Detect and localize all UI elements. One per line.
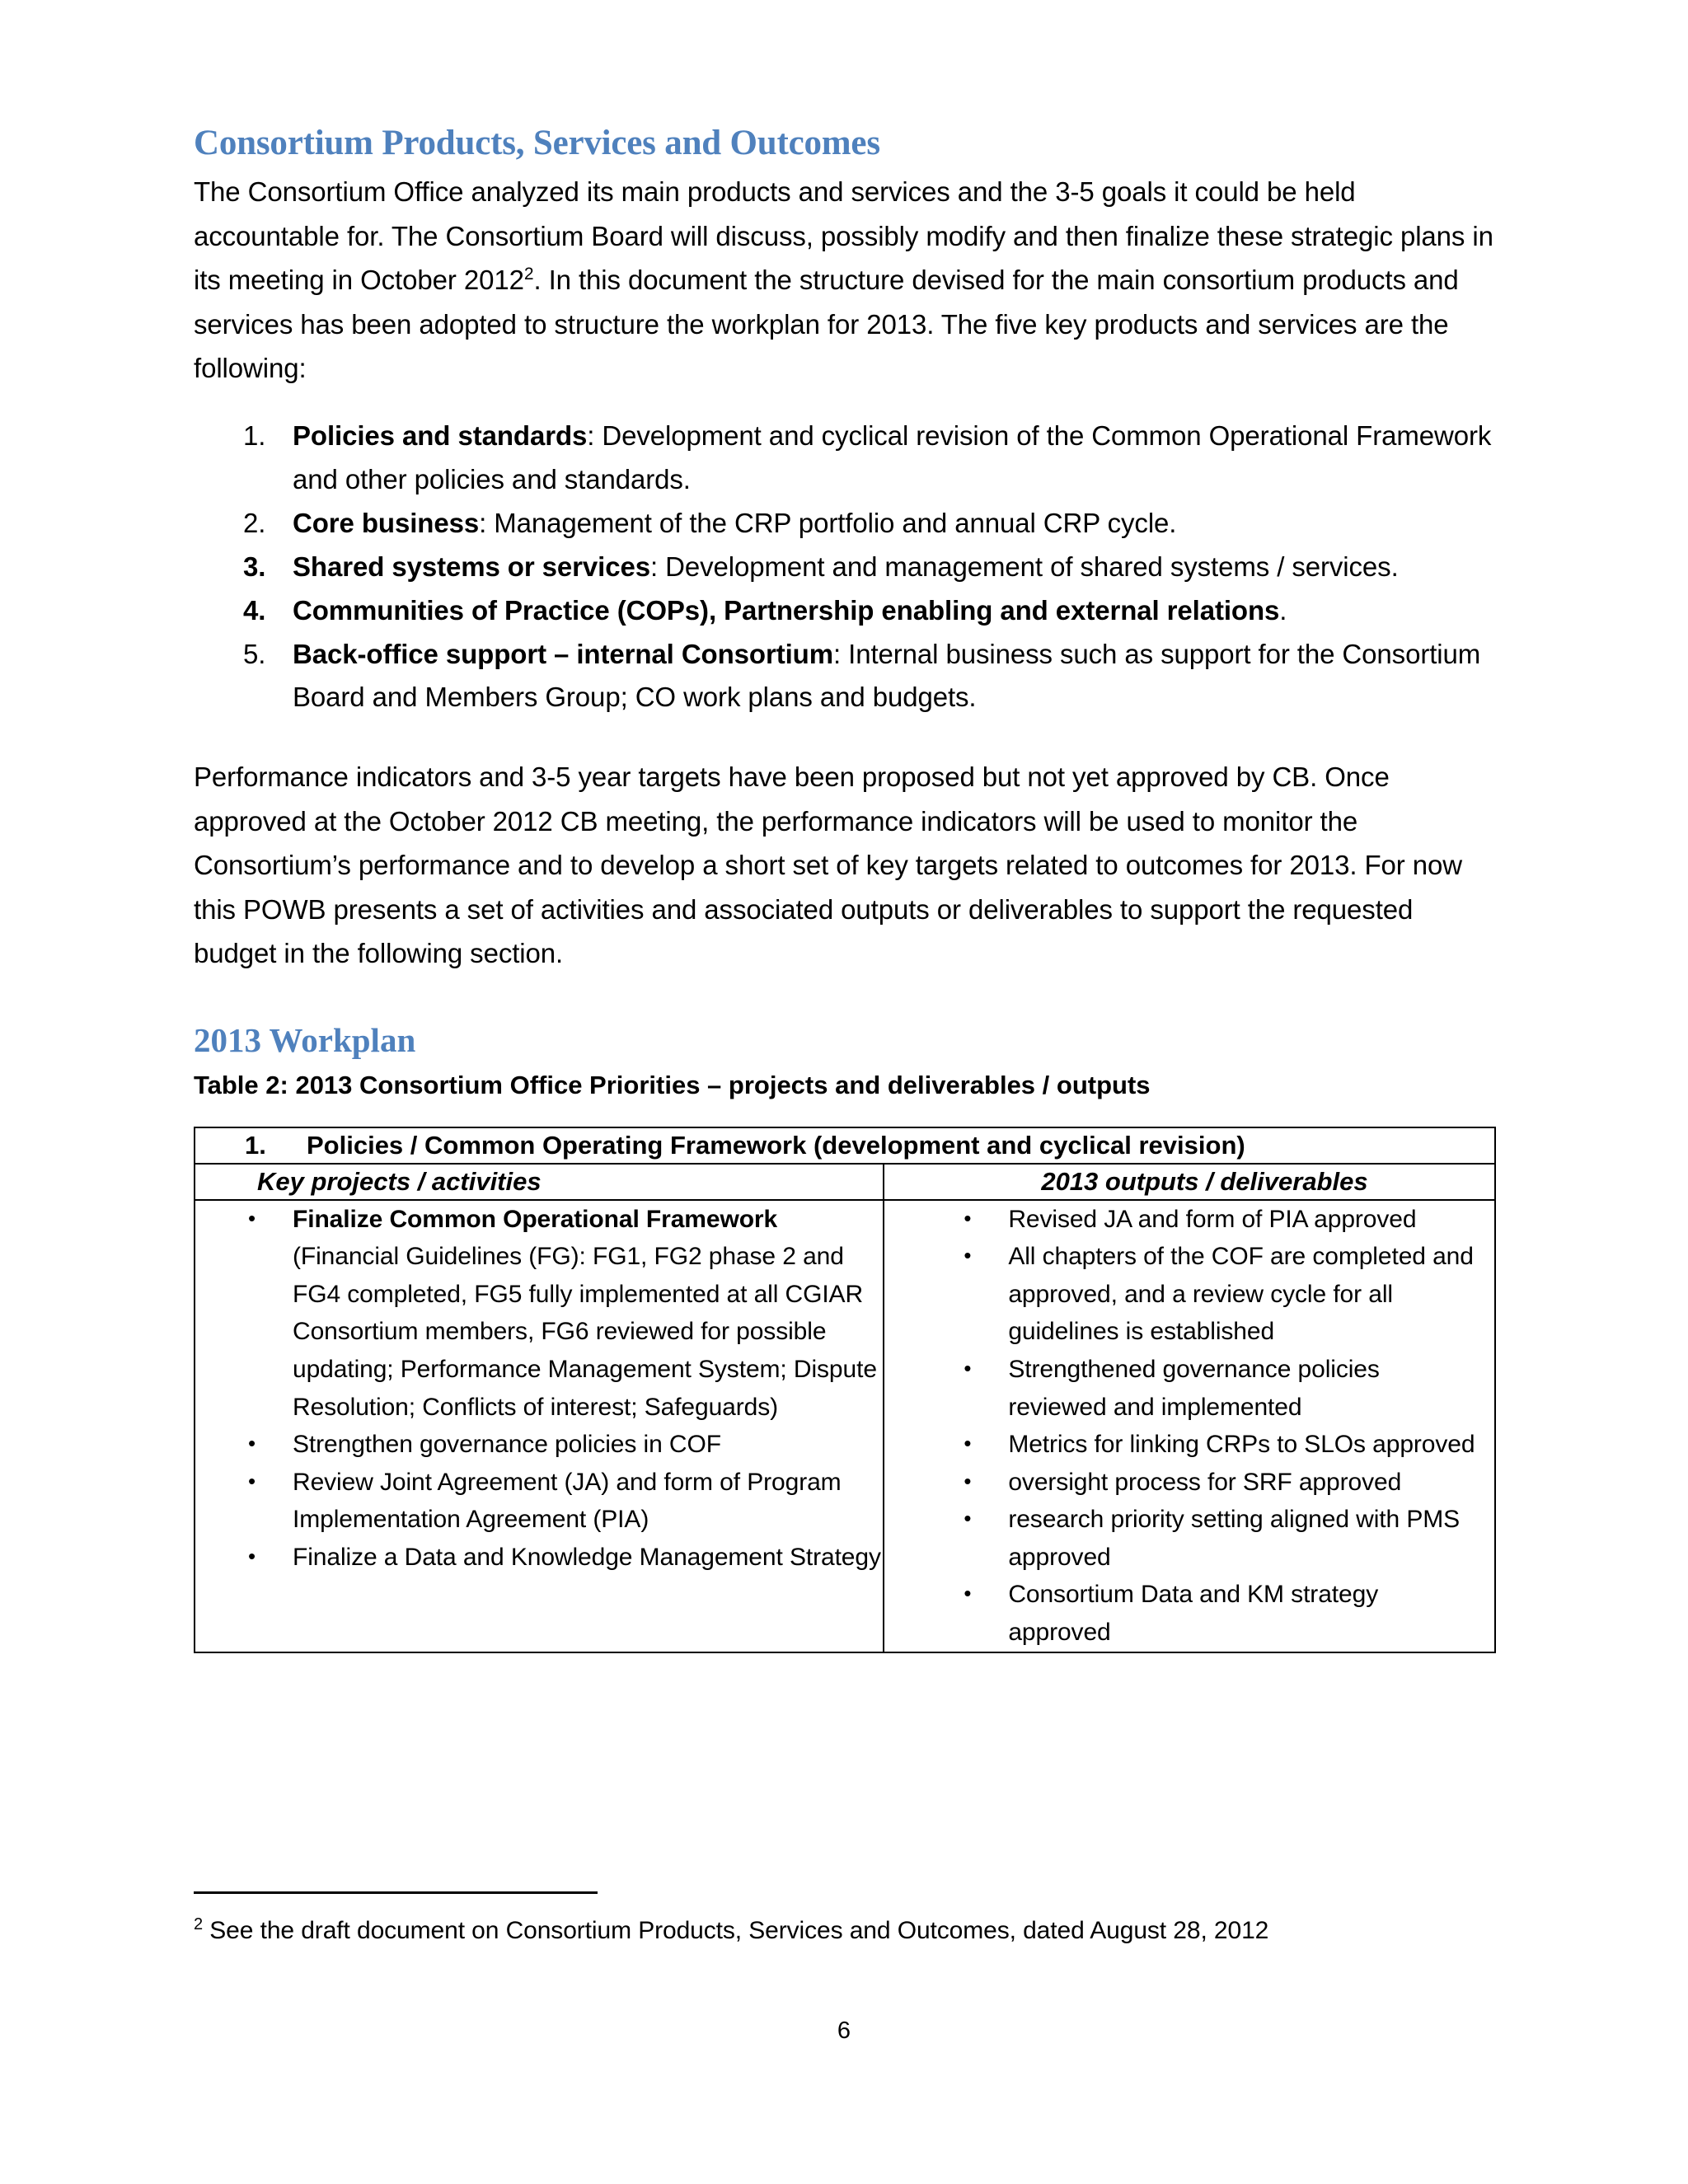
list-item-bold-lead: Communities of Practice (COPs), Partnership enabling and external relations xyxy=(293,594,1280,626)
bullet-icon: • xyxy=(248,1431,256,1456)
list-item xyxy=(884,1201,1479,1239)
outputs-deliverables-list xyxy=(884,1201,1479,1652)
list-item xyxy=(194,589,1496,632)
section-heading-consortium-products: Consortium Products, Services and Outcomes xyxy=(194,124,880,162)
table-row xyxy=(195,1200,1495,1652)
page-number: 6 xyxy=(837,2018,851,2044)
footnote-area xyxy=(194,1891,1496,1949)
list-item-number: 2. xyxy=(243,507,266,538)
list-item-text: : Internal business such as support for the Consortium Board and Members Group; CO work plans and budgets. xyxy=(293,639,1481,713)
list-item xyxy=(884,1351,1479,1426)
list-item-text: All chapters of the COF are completed and approved, and a review cycle for all guidelines is established xyxy=(1008,1243,1474,1346)
footnote-text xyxy=(194,1912,1496,1949)
list-item xyxy=(194,633,1496,719)
column-header-right xyxy=(884,1164,1495,1200)
table-title-cell xyxy=(195,1127,1495,1164)
bullet-icon: • xyxy=(248,1468,256,1493)
list-item-number: 1. xyxy=(243,420,266,452)
list-item xyxy=(195,1201,883,1427)
list-item xyxy=(194,415,1496,500)
list-item-text: Review Joint Agreement (JA) and form of Program Implementation Agreement (PIA) xyxy=(293,1468,842,1534)
bullet-icon: • xyxy=(964,1581,972,1606)
list-item-bold-lead: Policies and standards xyxy=(293,420,588,452)
section-heading-2013-workplan: 2013 Workplan xyxy=(194,1020,416,1059)
table-title-inner xyxy=(195,1128,1494,1163)
bullet-icon: • xyxy=(964,1506,972,1531)
list-item-bold-lead: Core business xyxy=(293,507,480,538)
list-item-text: : Development and cyclical revision of the Common Operational Framework and other policies and standards. xyxy=(293,420,1492,494)
table-title-number: 1. xyxy=(245,1130,266,1160)
list-item xyxy=(195,1539,883,1577)
list-item-text: . xyxy=(1279,594,1287,626)
bullet-icon: • xyxy=(964,1431,972,1456)
column-header-left-label: Key projects / activities xyxy=(257,1166,542,1196)
list-item-text: (Financial Guidelines (FG): FG1, FG2 phase 2 and FG4 completed, FG5 fully implemented at all CGIAR Consortium members, FG6 reviewed for possible updating; Performance Management System; Dispute Resolution; Conflicts of interest; Safeguards) xyxy=(293,1243,877,1421)
list-item-text: : Development and management of shared systems / services. xyxy=(650,551,1399,582)
list-item xyxy=(884,1426,1479,1464)
list-item-text: Metrics for linking CRPs to SLOs approved xyxy=(1008,1431,1475,1459)
bullet-icon: • xyxy=(964,1355,972,1380)
list-item-bold-lead: Shared systems or services xyxy=(293,551,651,582)
intro-paragraph xyxy=(194,170,1496,390)
column-header-right-label: 2013 outputs / deliverables xyxy=(1041,1166,1368,1196)
list-item-text: Consortium Data and KM strategy approved xyxy=(1008,1581,1379,1647)
table-row-title xyxy=(195,1127,1495,1164)
list-item xyxy=(194,502,1496,545)
list-item-number: 3. xyxy=(243,551,266,582)
list-item-text: research priority setting aligned with PMS approved xyxy=(1008,1506,1461,1571)
key-products-list xyxy=(194,415,1496,719)
list-item xyxy=(884,1238,1479,1351)
list-item xyxy=(194,546,1496,588)
table-caption: Table 2: 2013 Consortium Office Priorities – projects and deliverables / outputs xyxy=(194,1071,1151,1100)
intro-paragraph-part1: The Consortium Office analyzed its main products and services and the 3-5 goals it could be held accountable for. The Consortium Board will discuss, possibly modify and then finalize these strategic plans in its meeting in October 2012 xyxy=(194,176,1493,296)
list-item xyxy=(884,1576,1479,1651)
bullet-icon: • xyxy=(964,1468,972,1493)
key-projects-list xyxy=(195,1201,883,1577)
list-item-text: Finalize a Data and Knowledge Management Strategy xyxy=(293,1543,881,1571)
cell-outputs-deliverables xyxy=(884,1200,1495,1652)
closing-paragraph: Performance indicators and 3-5 year targets have been proposed but not yet approved by CB. Once approved at the October 2012 CB meeting, the performance indicators will be used to monitor the Consortium’s performance and to develop a short set of key targets related to outcomes for 2013. For now this POWB presents a set of activities and associated outputs or deliverables to support the requested budget in the following section. xyxy=(194,762,1462,969)
list-item-text: oversight process for SRF approved xyxy=(1008,1468,1402,1496)
list-item-text: Strengthened governance policies reviewed and implemented xyxy=(1008,1355,1380,1421)
footnote-reference-2[interactable]: 2 xyxy=(523,265,534,284)
bullet-icon: • xyxy=(964,1205,972,1230)
bullet-icon: • xyxy=(248,1205,256,1230)
intro-paragraph-part2: . In this document the structure devised for the main consortium products and services has been adopted to structure the workplan for 2013. The five key products and services are the following: xyxy=(194,265,1459,383)
list-item-number: 4. xyxy=(243,594,266,626)
footnote-body: See the draft document on Consortium Products, Services and Outcomes, dated August 28, 2012 xyxy=(203,1917,1269,1944)
footnote-marker: 2 xyxy=(194,1915,204,1933)
list-item-bold-lead: Back-office support – internal Consortium xyxy=(293,639,833,670)
priorities-table xyxy=(194,1127,1496,1653)
list-item xyxy=(195,1426,883,1464)
table-row-headers xyxy=(195,1164,1495,1200)
list-item-number: 5. xyxy=(243,639,266,670)
list-item-text: Strengthen governance policies in COF xyxy=(293,1431,721,1459)
page-content xyxy=(194,124,1496,1653)
bullet-icon: • xyxy=(964,1243,972,1268)
list-item xyxy=(884,1464,1479,1502)
table-title-text: Policies / Common Operating Framework (development and cyclical revision) xyxy=(307,1130,1245,1160)
cell-key-projects xyxy=(195,1200,884,1652)
list-item xyxy=(884,1501,1479,1576)
list-item xyxy=(195,1464,883,1539)
list-item-bold-lead: Finalize Common Operational Framework xyxy=(293,1205,778,1233)
bullet-icon: • xyxy=(248,1543,256,1568)
list-item-text: : Management of the CRP portfolio and annual CRP cycle. xyxy=(479,507,1177,538)
footnote-separator-rule xyxy=(194,1891,598,1894)
column-header-left xyxy=(195,1164,884,1200)
list-item-text: Revised JA and form of PIA approved xyxy=(1008,1205,1417,1233)
